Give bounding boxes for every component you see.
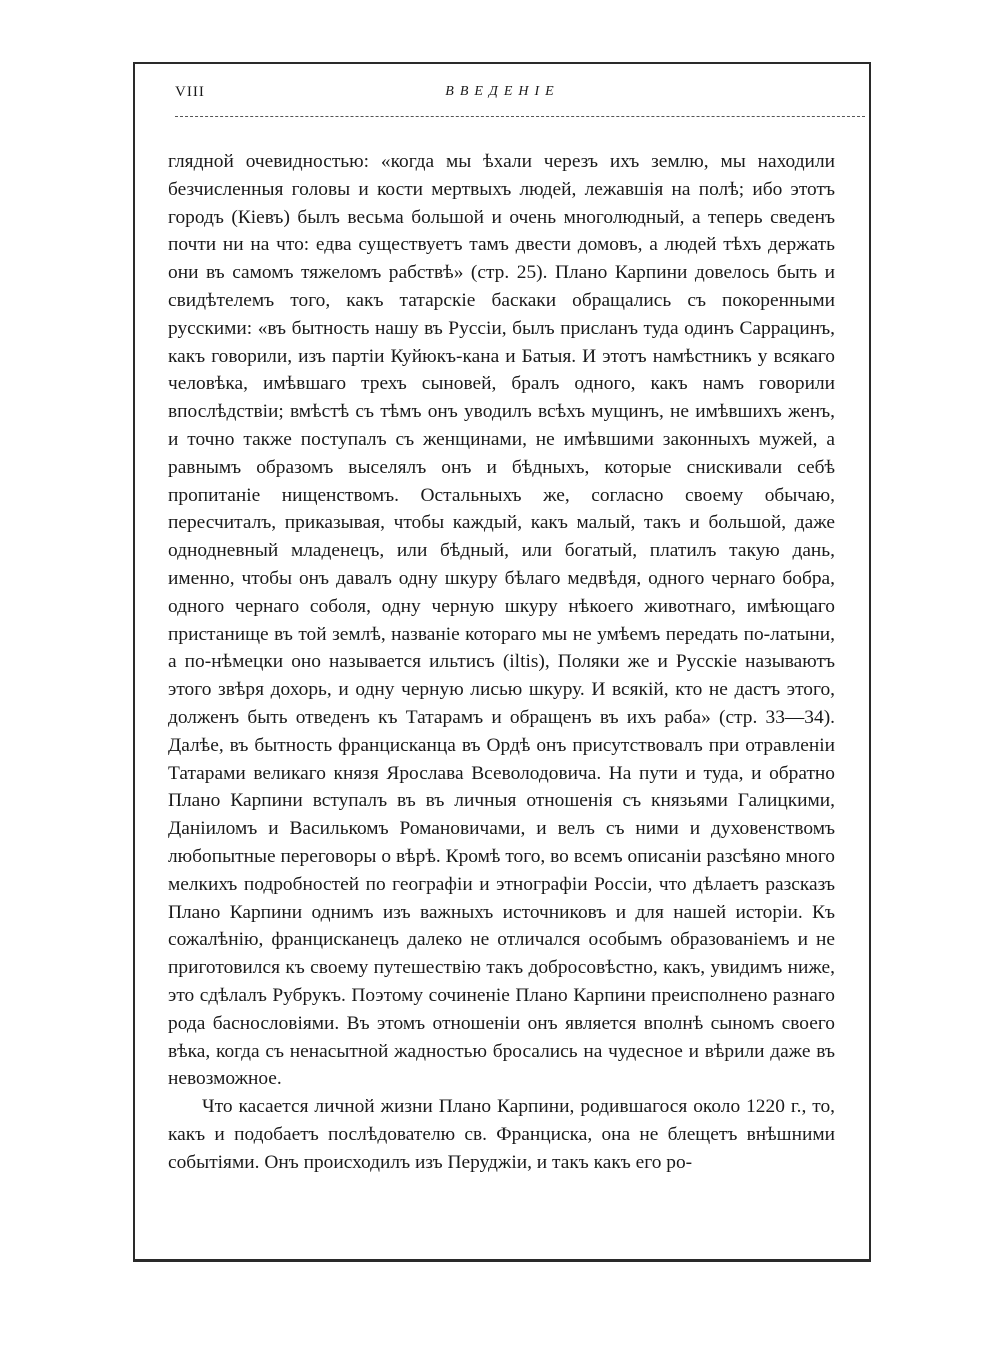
header-rule [175,116,865,117]
page-number: VIII [175,84,205,100]
body-text [168,148,835,1176]
paragraph-2: Что касается личной жизни Плано Карпини, родившагося около 1220 г., то, какъ и подобаетъ послѣдователю св. Франциска, она не блещетъ внѣшними событіями. Онъ происходилъ изъ Перуджіи, и такъ какъ его ро- [168,1096,835,1173]
section-title: ВВЕДЕНІЕ [445,84,560,99]
running-header [175,84,830,114]
paragraph-1: глядной очевидностью: «когда мы ѣхали черезъ ихъ землю, мы находили безчисленныя головы и кости мертвыхъ людей, лежавшія на полѣ; ибо этотъ городъ (Кіевъ) былъ весьма большой и очень многолюдный, а теперь сведенъ почти ни на что: едва существуетъ тамъ двести домовъ, а людей тѣхъ держать они въ самомъ тяжеломъ рабствѣ» (стр. 25). Плано Карпини довелось быть и свидѣтелемъ того, какъ татарскіе баскаки обращались съ покоренными русскими: «въ бытность нашу въ Руссіи, былъ присланъ туда одинъ Саррацинъ, какъ говорили, изъ партіи Куйюкъ-кана и Батыя. И этотъ намѣстникъ у всякаго человѣка, имѣвшаго трехъ сыновей, бралъ одного, какъ намъ говорили впослѣдствіи; вмѣстѣ съ тѣмъ онъ уводилъ всѣхъ мущинъ, не имѣвшихъ женъ, и точно также поступалъ съ женщинами, не имѣвшими законныхъ мужей, а равнымъ образомъ выселялъ онъ и бѣдныхъ, которые снискивали себѣ пропитаніе нищенствомъ. Остальныхъ же, согласно своему обычаю, пересчиталъ, приказывая, чтобы каждый, какъ малый, такъ и большой, даже однодневный младенецъ, или бѣдный, или богатый, платилъ такую дань, именно, чтобы онъ давалъ одну шкуру бѣлаго медвѣдя, одного чернаго бобра, одного чернаго соболя, одну черную шкуру нѣкоего животнаго, имѣющаго пристанище въ той землѣ, названіе котораго мы не умѣемъ передать по-латыни, а по-нѣмецки оно называется ильтисъ (iltis), Поляки же и Русскіе называютъ этого звѣря дохорь, и одну черную лисью шкуру. И всякій, кто не дастъ этого, долженъ быть отведенъ къ Татарамъ и обращенъ въ ихъ раба» (стр. 33—34). Далѣе, въ бытность францисканца въ Ордѣ онъ присутствовалъ при отравленіи Татарами великаго князя Ярослава Всеволодовича. На пути и туда, и обратно Плано Карпини вступалъ въ въ личныя отношенія съ князьями Галицкими, Даніиломъ и Василькомъ Романовичами, и велъ съ ними и духовенствомъ любопытные переговоры о вѣрѣ. Кромѣ того, во всемъ описаніи разсѣяно много мелкихъ подробностей по географіи и этнографіи Россіи, что дѣлаетъ разсказъ Плано Карпини однимъ изъ важныхъ источниковъ и для нашей исторіи. Къ сожалѣнію, францисканецъ далеко не отличался особымъ образованіемъ и не приготовился къ своему путешествію такъ добросовѣстно, какъ, увидимъ ниже, это сдѣлалъ Рубрукъ. Поэтому сочиненіе Плано Карпини преисполнено разнаго рода баснословіями. Въ этомъ отношеніи онъ является вполнѣ сыномъ своего вѣка, когда съ ненасытной жадностью бросались на чудесное и вѣрили даже въ невозможное. [168,151,835,1090]
